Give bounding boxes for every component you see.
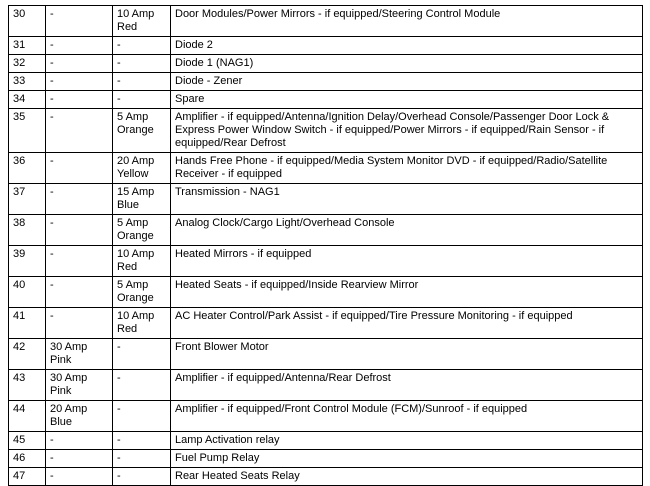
mini-fuse-cell: 20 Amp Yellow <box>113 153 171 184</box>
cartridge-fuse-cell: 30 Amp Pink <box>46 370 113 401</box>
cartridge-fuse-cell: - <box>46 109 113 153</box>
cartridge-fuse-cell: - <box>46 215 113 246</box>
description-cell: Heated Seats - if equipped/Inside Rearview Mirror <box>171 277 643 308</box>
table-row <box>9 215 643 246</box>
mini-fuse-cell: - <box>113 55 171 73</box>
cartridge-fuse-cell: - <box>46 153 113 184</box>
mini-fuse-cell: - <box>113 37 171 55</box>
fuse-number-cell: 44 <box>9 401 46 432</box>
mini-fuse-cell: - <box>113 401 171 432</box>
description-cell: Transmission - NAG1 <box>171 184 643 215</box>
description-cell: Amplifier - if equipped/Front Control Module (FCM)/Sunroof - if equipped <box>171 401 643 432</box>
mini-fuse-cell: 5 Amp Orange <box>113 215 171 246</box>
fuse-number-cell: 43 <box>9 370 46 401</box>
table-row <box>9 370 643 401</box>
fuse-number-cell: 39 <box>9 246 46 277</box>
description-cell: Amplifier - if equipped/Antenna/Ignition Delay/Overhead Console/Passenger Door Lock & Express Power Window Switch - if equipped/Power Mirrors - if equipped/Rain Sensor - if equipped/Rear Defrost <box>171 109 643 153</box>
fuse-number-cell: 46 <box>9 450 46 468</box>
cartridge-fuse-cell: 20 Amp Blue <box>46 401 113 432</box>
table-row <box>9 73 643 91</box>
mini-fuse-cell: - <box>113 73 171 91</box>
mini-fuse-cell: - <box>113 370 171 401</box>
cartridge-fuse-cell: - <box>46 450 113 468</box>
cartridge-fuse-cell: - <box>46 277 113 308</box>
table-row <box>9 308 643 339</box>
fuse-number-cell: 36 <box>9 153 46 184</box>
mini-fuse-cell: 10 Amp Red <box>113 308 171 339</box>
fuse-number-cell: 33 <box>9 73 46 91</box>
description-cell: Diode 2 <box>171 37 643 55</box>
fuse-number-cell: 34 <box>9 91 46 109</box>
table-row <box>9 37 643 55</box>
fuse-number-cell: 38 <box>9 215 46 246</box>
mini-fuse-cell: 10 Amp Red <box>113 6 171 37</box>
description-cell: Front Blower Motor <box>171 339 643 370</box>
table-row <box>9 432 643 450</box>
fuse-table-body <box>9 6 643 486</box>
mini-fuse-cell: - <box>113 432 171 450</box>
description-cell: Rear Heated Seats Relay <box>171 468 643 486</box>
mini-fuse-cell: - <box>113 91 171 109</box>
table-row <box>9 184 643 215</box>
mini-fuse-cell: 10 Amp Red <box>113 246 171 277</box>
table-row <box>9 450 643 468</box>
mini-fuse-cell: - <box>113 468 171 486</box>
description-cell: AC Heater Control/Park Assist - if equipped/Tire Pressure Monitoring - if equipped <box>171 308 643 339</box>
fuse-number-cell: 42 <box>9 339 46 370</box>
description-cell: Diode - Zener <box>171 73 643 91</box>
description-cell: Analog Clock/Cargo Light/Overhead Console <box>171 215 643 246</box>
mini-fuse-cell: 5 Amp Orange <box>113 277 171 308</box>
description-cell: Door Modules/Power Mirrors - if equipped/Steering Control Module <box>171 6 643 37</box>
table-row <box>9 246 643 277</box>
fuse-number-cell: 31 <box>9 37 46 55</box>
table-row <box>9 153 643 184</box>
fuse-table <box>8 5 643 486</box>
table-row <box>9 339 643 370</box>
cartridge-fuse-cell: 30 Amp Pink <box>46 339 113 370</box>
cartridge-fuse-cell: - <box>46 55 113 73</box>
cartridge-fuse-cell: - <box>46 468 113 486</box>
description-cell: Lamp Activation relay <box>171 432 643 450</box>
description-cell: Heated Mirrors - if equipped <box>171 246 643 277</box>
cartridge-fuse-cell: - <box>46 37 113 55</box>
mini-fuse-cell: 5 Amp Orange <box>113 109 171 153</box>
mini-fuse-cell: - <box>113 450 171 468</box>
fuse-number-cell: 45 <box>9 432 46 450</box>
fuse-number-cell: 41 <box>9 308 46 339</box>
description-cell: Diode 1 (NAG1) <box>171 55 643 73</box>
fuse-number-cell: 47 <box>9 468 46 486</box>
cartridge-fuse-cell: - <box>46 73 113 91</box>
mini-fuse-cell: - <box>113 339 171 370</box>
fuse-number-cell: 30 <box>9 6 46 37</box>
cartridge-fuse-cell: - <box>46 6 113 37</box>
table-row <box>9 401 643 432</box>
table-row <box>9 91 643 109</box>
description-cell: Amplifier - if equipped/Antenna/Rear Defrost <box>171 370 643 401</box>
fuse-number-cell: 32 <box>9 55 46 73</box>
cartridge-fuse-cell: - <box>46 308 113 339</box>
cartridge-fuse-cell: - <box>46 91 113 109</box>
table-row <box>9 6 643 37</box>
description-cell: Fuel Pump Relay <box>171 450 643 468</box>
cartridge-fuse-cell: - <box>46 432 113 450</box>
table-row <box>9 109 643 153</box>
cartridge-fuse-cell: - <box>46 184 113 215</box>
mini-fuse-cell: 15 Amp Blue <box>113 184 171 215</box>
table-row <box>9 55 643 73</box>
description-cell: Hands Free Phone - if equipped/Media System Monitor DVD - if equipped/Radio/Satellite Receiver - if equipped <box>171 153 643 184</box>
table-row <box>9 277 643 308</box>
cartridge-fuse-cell: - <box>46 246 113 277</box>
fuse-number-cell: 40 <box>9 277 46 308</box>
description-cell: Spare <box>171 91 643 109</box>
fuse-number-cell: 35 <box>9 109 46 153</box>
fuse-number-cell: 37 <box>9 184 46 215</box>
